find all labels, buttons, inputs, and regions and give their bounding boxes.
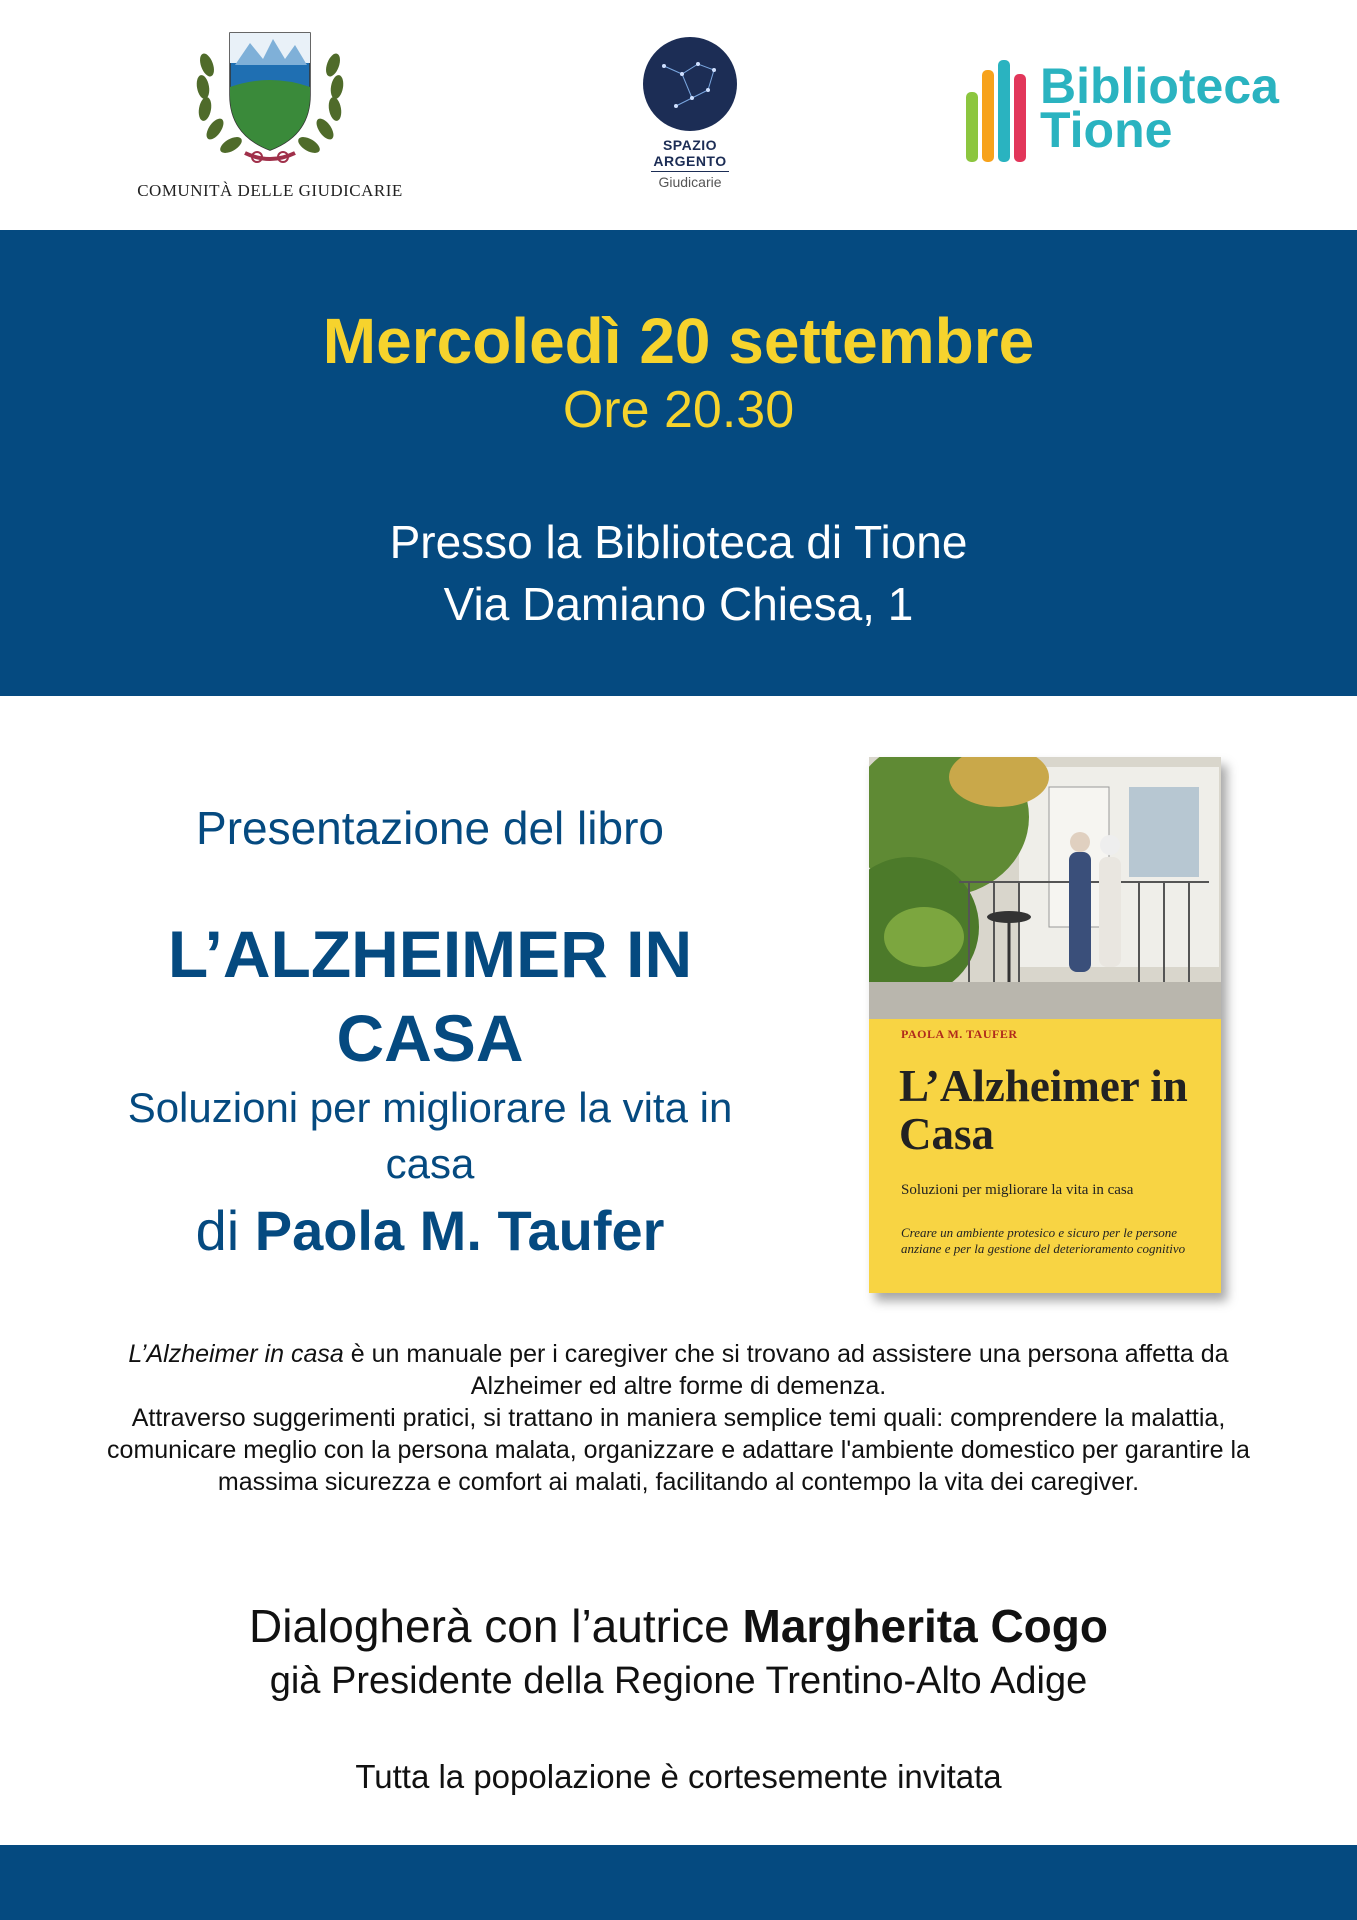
author-prefix: di — [195, 1199, 240, 1262]
mid-logo-line3: Giudicarie — [658, 174, 722, 190]
cover-photo-balcony — [869, 757, 1221, 1019]
book-spines-icon — [966, 60, 1026, 164]
mid-logo-rule — [651, 171, 729, 172]
spazio-argento-logo — [620, 36, 760, 206]
book-subtitle: Soluzioni per migliorare la vita in casa — [127, 1084, 733, 1187]
cover-title: L’Alzheimer in Casa — [899, 1061, 1188, 1159]
dialog-name: Margherita Cogo — [742, 1600, 1108, 1652]
cover-author: PAOLA M. TAUFER — [901, 1027, 1018, 1041]
description-para-2: Attraverso suggerimenti pratici, si trattano in maniera semplice temi quali: comprendere la malattia, comunicare meglio con la persona malata, organizzare e adattare l'ambiente domestico per garantire la massima sicurezza e comfort ai malati, facilitando al contempo la vita dei caregiver. — [107, 1404, 1250, 1496]
event-time: Ore 20.30 — [562, 381, 795, 439]
footer-band — [0, 1845, 1357, 1920]
cover-description: Creare un ambiente protesico e sicuro per le persone anziane e per la gestione del deterioramento cognitivo — [901, 1225, 1186, 1256]
cover-subtitle: Soluzioni per migliorare la vita in casa — [901, 1182, 1134, 1198]
description-italic-lead: L’Alzheimer in casa — [128, 1340, 344, 1368]
right-logo-line1: Biblioteca — [1040, 58, 1279, 114]
event-address: Via Damiano Chiesa, 1 — [443, 578, 914, 630]
dialog-prefix: Dialogherà con l’autrice — [249, 1600, 743, 1652]
mid-logo-line2: ARGENTO — [653, 153, 727, 169]
comunita-giudicarie-logo — [130, 25, 410, 215]
book-author-line — [120, 1196, 740, 1266]
event-venue: Presso la Biblioteca di Tione — [389, 516, 968, 568]
left-logo-caption: COMUNITÀ DELLE GIUDICARIE — [137, 181, 403, 200]
constellation-icon — [642, 36, 738, 132]
book-description — [100, 1338, 1257, 1498]
right-logo-line2: Tione — [1040, 102, 1173, 158]
dialog-role: già Presidente della Regione Trentino-Alto Adige — [269, 1660, 1088, 1702]
book-presentation — [120, 800, 740, 1266]
coat-of-arms-icon — [185, 25, 355, 175]
book-cover-image — [869, 757, 1221, 1293]
dialog-section — [0, 1596, 1357, 1706]
invitation-text: Tutta la popolazione è cortesemente invitata — [355, 1758, 1002, 1795]
presentation-intro: Presentazione del libro — [196, 802, 664, 854]
description-rest: è un manuale per i caregiver che si trovano ad assistere una persona affetta da Alzheimer ed altre forme di demenza. — [343, 1340, 1229, 1400]
dialog-line — [0, 1596, 1357, 1656]
mid-logo-line1: SPAZIO — [662, 137, 718, 153]
book-title: L’ALZHEIMER IN CASA — [167, 917, 693, 1075]
right-logo-text — [1040, 58, 1279, 158]
description-para-1 — [100, 1338, 1257, 1402]
event-date: Mercoledì 20 settembre — [322, 305, 1035, 377]
book-author: Paola M. Taufer — [254, 1199, 665, 1262]
biblioteca-tione-logo — [960, 58, 1280, 168]
event-band — [0, 230, 1357, 696]
